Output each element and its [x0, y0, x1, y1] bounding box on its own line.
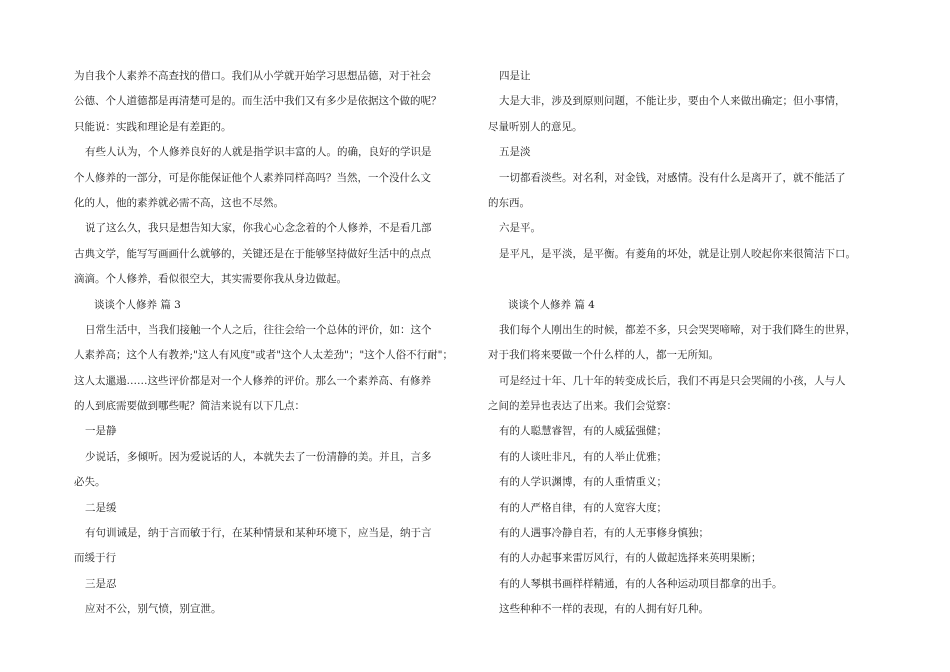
left-text-column	[74, 64, 464, 623]
list-line: 有的人学识渊博，有的人重情重义；	[499, 476, 667, 489]
point-heading: 一是静	[85, 425, 117, 438]
paragraph-start-line: 一切都看淡些。对名利，对金钱，对感情。没有什么是离开了，就不能活了	[499, 171, 846, 184]
point-heading: 二是缓	[85, 501, 117, 514]
point-heading: 五是淡	[499, 146, 531, 159]
paragraph-start-line: 少说话，多倾听。因为爱说话的人，本就失去了一份清静的美。并且，言多	[85, 450, 432, 463]
text-line: 化的人，他的素养就必需不高，这也不尽然。	[74, 196, 284, 209]
text-line: 而缓于行	[74, 552, 116, 565]
list-line: 有的人琴棋书画样样精通，有的人各种运动项目都拿的出手。	[499, 577, 783, 590]
paragraph-start-line: 大是大非，涉及到原则问题，不能让步，要由个人来做出确定；但小事情，	[499, 95, 846, 108]
paragraph-start-line: 可是经过十年、几十年的转变成长后，我们不再是只会哭闹的小孩，人与人	[499, 374, 846, 387]
text-line: 个人修养的一部分，可是你能保证他个人素养同样高吗？当然，一个没什么文	[74, 171, 431, 184]
text-line: 为自我个人素养不高查找的借口。我们从小学就开始学习思想品德，对于社会	[74, 70, 431, 82]
text-line: 公德、个人道德都是再清楚可是的。而生活中我们又有多少是依据这个做的呢？	[74, 95, 442, 108]
list-line: 有的人办起事来雷厉风行，有的人做起选择来英明果断；	[499, 552, 762, 565]
text-line: 的人到底需要做到哪些呢？简洁来说有以下几点：	[74, 400, 305, 413]
text-line: 对于我们将来要做一个什么样的人，都一无所知。	[488, 349, 719, 362]
text-line: 之间的差异也表达了出来。我们会觉察：	[488, 400, 677, 413]
text-line: 古典文学，能写写画画什么就够的，关键还是在于能够坚持做好生活中的点点	[74, 247, 431, 260]
point-heading: 四是让	[499, 70, 531, 82]
paragraph-start-line: 是平凡，是平淡，是平衡。有菱角的坏处，就是让别人咬起你来很简洁下口。	[499, 247, 856, 260]
point-heading: 六是平。	[499, 222, 541, 235]
paragraph-start-line: 有句训诫是，纳于言而敏于行，在某种情景和某种环境下，应当是，纳于言	[85, 527, 432, 540]
paragraph-start-line: 这些种种不一样的表现，有的人拥有好几种。	[499, 603, 709, 616]
text-line: 只能说：实践和理论是有差距的。	[74, 120, 232, 133]
text-line: 这人太邋遢……这些评价都是对一个人修养的评价。那么一个素养高、有修养	[74, 374, 431, 387]
text-line: 人素养高；这个人有教养;"这人有风度"或者"这个人太差劲"；"这个人俗不行耐"；	[74, 349, 454, 362]
paragraph-start-line: 应对不公，别气愤，别宣泄。	[85, 603, 222, 616]
paragraph-start-line: 日常生活中，当我们接触一个人之后，往往会给一个总体的评价，如：这个	[85, 323, 432, 336]
section-title: 谈谈个人修养 篇 3	[94, 298, 181, 311]
text-line: 必失。	[74, 476, 106, 489]
text-line: 尽量听别人的意见。	[488, 120, 583, 133]
point-heading: 三是忍	[85, 577, 117, 590]
list-line: 有的人谈吐非凡，有的人举止优雅；	[499, 450, 667, 463]
list-line: 有的人遇事冷静自若，有的人无事修身慎独；	[499, 527, 709, 540]
list-line: 有的人聪慧睿智，有的人威猛强健；	[499, 425, 667, 438]
section-title: 谈谈个人修养 篇 4	[508, 298, 595, 311]
blank-line	[488, 267, 878, 292]
text-line: 滴滴。个人修养，看似很空大，其实需要你我从身边做起。	[74, 273, 347, 286]
paragraph-start-line: 有些人认为，个人修养良好的人就是指学识丰富的人。的确，良好的学识是	[85, 146, 432, 159]
paragraph-start-line: 说了这么久，我只是想告知大家，你我心心念念着的个人修养，不是看几部	[85, 222, 432, 235]
list-line: 有的人严格自律，有的人宽容大度；	[499, 501, 667, 514]
right-text-column	[488, 64, 878, 623]
paragraph-start-line: 我们每个人刚出生的时候，都差不多，只会哭哭啼啼，对于我们降生的世界，	[499, 323, 856, 336]
text-line: 的东西。	[488, 196, 530, 209]
